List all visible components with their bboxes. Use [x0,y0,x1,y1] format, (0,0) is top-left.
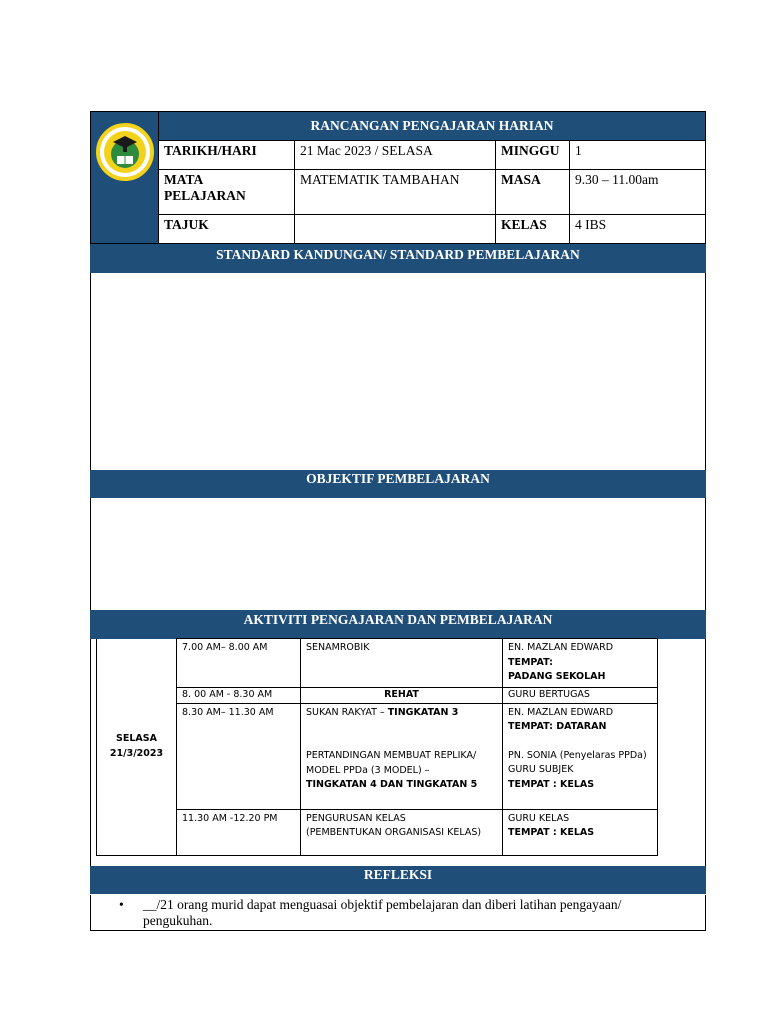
reflection-text-line-2: pengukuhan. [143,913,213,928]
activity-line [306,706,497,721]
day-date: 21/3/2023 [109,747,164,759]
activity-line: (PEMBENTUKAN ORGANISASI KELAS) [306,827,482,838]
tarikh-value: 21 Mac 2023 / SELASA [295,141,496,170]
activity-cell: REHAT [301,687,503,703]
person-line: PN. SONIA (Penyelaras PPDa) [508,749,647,761]
activity-line: PENGURUSAN KELAS [306,812,406,824]
standard-section-body [90,273,706,470]
activity-cell: SENAMROBIK [301,639,503,688]
kelas-label: KELAS [496,215,570,244]
time-cell: 8.30 AM– 11.30 AM [177,703,301,809]
school-logo-cell [91,112,159,244]
activity-cell [301,809,503,855]
person-line: GURU KELAS [508,812,570,824]
reflection-item [91,895,705,929]
reflection-text-line-1: __/21 orang murid dapat menguasai objektif pembelajaran dan diberi latihan pengayaan/ [143,897,622,912]
activity-cell [301,703,503,809]
time-cell: 8. 00 AM - 8.30 AM [177,687,301,703]
tajuk-value [295,215,496,244]
activity-line: MODEL PPDa (3 MODEL) – [306,764,430,776]
person-cell [503,703,658,809]
mata-label-line-1: MATA [164,172,204,187]
day-name: SELASA [116,733,157,744]
tajuk-label: TAJUK [159,215,295,244]
spacer [306,720,497,749]
minggu-value: 1 [570,141,706,170]
person-line: EN. MAZLAN EDWARD [508,706,614,718]
masa-label: MASA [496,170,570,215]
person-cell [503,809,658,855]
kelas-value: 4 IBS [570,215,706,244]
mata-pelajaran-value: MATEMATIK TAMBAHAN [295,170,496,215]
person-cell: GURU BERTUGAS [503,687,658,703]
schedule-day [97,639,177,856]
place-label: TEMPAT: [508,656,553,668]
bullet-icon: • [119,897,124,912]
tarikh-label: TARIKH/HARI [159,141,295,170]
refleksi-section-header: REFLEKSI [90,866,706,894]
time-cell: 7.00 AM– 8.00 AM [177,639,301,688]
spacer [508,735,652,749]
schedule-table [96,638,658,856]
person-cell [503,639,658,688]
activity-level: TINGKATAN 3 [387,706,459,718]
mata-label-line-2: PELAJARAN [164,188,246,203]
header-table [90,111,706,244]
place-value: PADANG SEKOLAH [508,671,606,682]
place-value: TEMPAT : KELAS [508,778,595,790]
activity-text: SUKAN RAKYAT – [306,706,388,718]
activity-level: TINGKATAN 4 DAN TINGKATAN 5 [306,779,478,790]
school-crest-icon [95,120,155,184]
standard-section-header: STANDARD KANDUNGAN/ STANDARD PEMBELAJARAN [90,244,706,273]
objektif-section-header: OBJEKTIF PEMBELAJARAN [90,470,706,498]
place-value: TEMPAT : KELAS [508,827,595,838]
activity-line: PERTANDINGAN MEMBUAT REPLIKA/ [306,750,477,761]
person-line: EN. MAZLAN EDWARD [508,642,614,653]
time-cell: 11.30 AM -12.20 PM [177,809,301,855]
objektif-section-body [90,498,706,610]
reflection-body [90,895,706,931]
minggu-label: MINGGU [496,141,570,170]
page-title: RANCANGAN PENGAJARAN HARIAN [159,112,706,141]
aktiviti-section-header: AKTIVITI PENGAJARAN DAN PEMBELAJARAN [90,610,706,639]
person-line: GURU SUBJEK [508,764,574,775]
mata-pelajaran-label [159,170,295,215]
place-value: TEMPAT: DATARAN [508,721,607,732]
masa-value: 9.30 – 11.00am [570,170,706,215]
